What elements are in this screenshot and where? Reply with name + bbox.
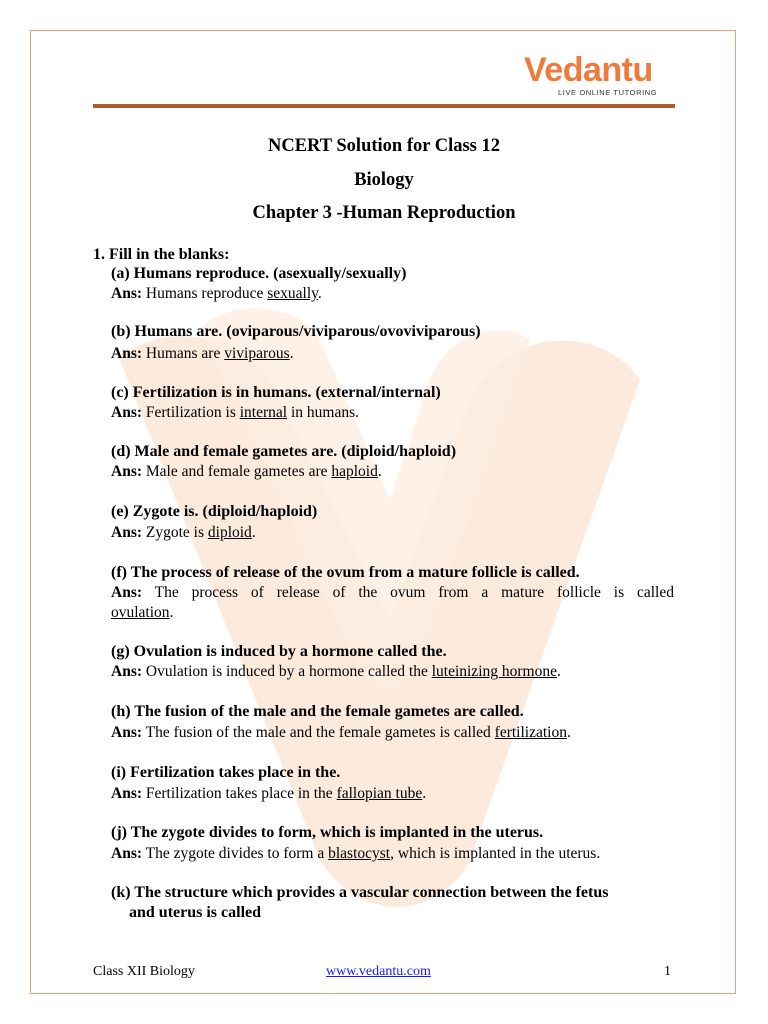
question-a: (a) Humans reproduce. (asexually/sexually) <box>111 265 407 282</box>
question-j: (j) The zygote divides to form, which is implanted in the uterus. <box>111 824 544 841</box>
section-heading: 1. Fill in the blanks: <box>93 246 230 263</box>
question-e: (e) Zygote is. (diploid/haploid) <box>111 503 318 520</box>
answer-d: Ans: Male and female gametes are haploid. <box>111 463 382 480</box>
answer-a: Ans: Humans reproduce sexually. <box>111 285 322 302</box>
answer-i: Ans: Fertilization takes place in the fallopian tube. <box>111 785 427 802</box>
header-rule <box>93 104 675 108</box>
doc-subject: Biology <box>354 170 414 190</box>
answer-b: Ans: Humans are viviparous. <box>111 345 294 362</box>
question-k-line2: and uterus is called <box>129 904 262 921</box>
answer-f-line2: ovulation. <box>111 604 174 621</box>
answer-h: Ans: The fusion of the male and the female gametes is called fertilization. <box>111 724 571 741</box>
logo-tagline: LIVE ONLINE TUTORING <box>558 88 658 97</box>
answer-e: Ans: Zygote is diploid. <box>111 524 256 541</box>
question-f: (f) The process of release of the ovum from a mature follicle is called. <box>111 564 580 581</box>
answer-j: Ans: The zygote divides to form a blastocyst, which is implanted in the uterus. <box>111 845 601 862</box>
footer-class: Class XII Biology <box>93 964 195 979</box>
question-g: (g) Ovulation is induced by a hormone called the. <box>111 643 447 660</box>
footer-page-number: 1 <box>664 964 671 979</box>
question-d: (d) Male and female gametes are. (diploid/haploid) <box>111 443 457 460</box>
answer-g: Ans: Ovulation is induced by a hormone called the luteinizing hormone. <box>111 663 561 680</box>
footer-website-link[interactable]: www.vedantu.com <box>326 964 431 979</box>
logo-brand: Vedantu <box>524 51 653 89</box>
vedantu-logo[interactable] <box>524 52 674 100</box>
question-i: (i) Fertilization takes place in the. <box>111 764 341 781</box>
question-b: (b) Humans are. (oviparous/viviparous/ovoviviparous) <box>111 323 481 340</box>
answer-c: Ans: Fertilization is internal in humans. <box>111 404 359 421</box>
answer-f-line1: Ans: The process of release of the ovum from a mature follicle is called <box>111 584 674 601</box>
question-c: (c) Fertilization is in humans. (external/internal) <box>111 384 441 401</box>
doc-chapter: Chapter 3 -Human Reproduction <box>252 203 516 223</box>
question-h: (h) The fusion of the male and the female gametes are called. <box>111 703 524 720</box>
doc-title: NCERT Solution for Class 12 <box>267 136 501 156</box>
question-k: (k) The structure which provides a vascular connection between the fetus <box>111 884 609 901</box>
